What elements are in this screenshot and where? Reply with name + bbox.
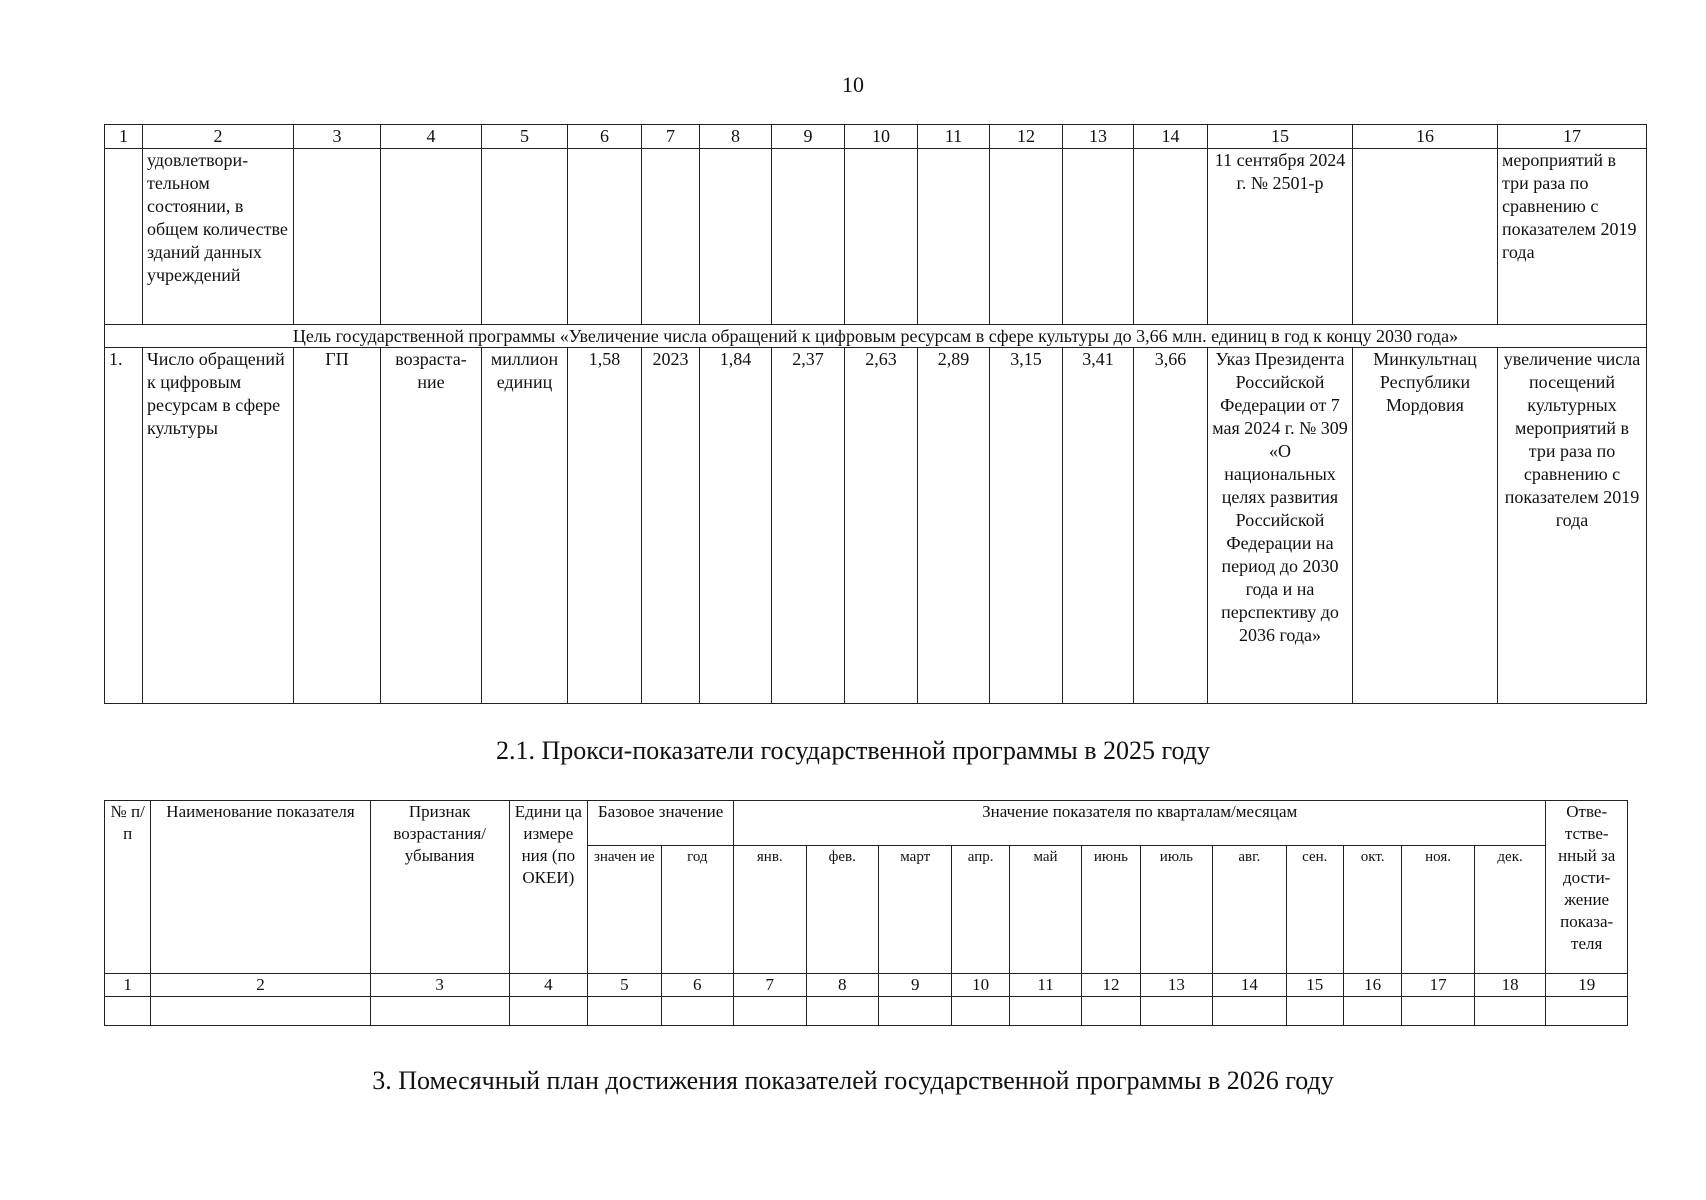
- col-number: 12: [990, 125, 1063, 149]
- col-number: 15: [1286, 974, 1343, 997]
- national-goal-link: увеличение числа посещений культурных мероприятий в три раза по сравнению с показателем 2019 года: [1498, 348, 1647, 704]
- month-header: июнь: [1082, 846, 1140, 974]
- header-sign: Признак возрастания/ убывания: [370, 801, 509, 974]
- base-value: 1,58: [568, 348, 642, 704]
- header-base-value: значен ие: [588, 846, 661, 974]
- program-goal: Цель государственной программы «Увеличение числа обращений к цифровым ресурсам в сфере культуры до 3,66 млн. единиц в год к концу 2030 года»: [105, 325, 1647, 348]
- col-number: 19: [1546, 974, 1628, 997]
- continued-link: мероприятий в три раза по сравнению с показателем 2019 года: [1498, 149, 1647, 325]
- page-number: 10: [842, 72, 864, 97]
- month-header: фев.: [806, 846, 878, 974]
- col-number: 14: [1134, 125, 1208, 149]
- header-unit: Едини ца измере ния (по ОКЕИ): [509, 801, 588, 974]
- indicator-row: [105, 348, 1647, 704]
- month-header: март: [878, 846, 951, 974]
- col-number: 16: [1343, 974, 1401, 997]
- col-number: 4: [509, 974, 588, 997]
- col-number: 12: [1082, 974, 1140, 997]
- indicators-table: [104, 124, 1647, 704]
- column-number-row: [105, 125, 1647, 149]
- month-header: сен.: [1286, 846, 1343, 974]
- col-number: 3: [370, 974, 509, 997]
- col-number: 5: [588, 974, 661, 997]
- section-3-title: 3. Помесячный план достижения показателей государственной программы в 2026 году: [372, 1066, 1334, 1095]
- header-values: Значение показателя по кварталам/месяцам: [734, 801, 1546, 846]
- value-cell: 2,89: [918, 348, 990, 704]
- value-cell: 2,63: [845, 348, 918, 704]
- col-number: 10: [952, 974, 1009, 997]
- header-number: № п/п: [105, 801, 151, 974]
- col-number: 6: [661, 974, 733, 997]
- month-header: ноя.: [1402, 846, 1474, 974]
- month-header: авг.: [1213, 846, 1286, 974]
- col-number: 17: [1402, 974, 1474, 997]
- col-number: 5: [482, 125, 568, 149]
- col-number: 1: [105, 125, 143, 149]
- col-number: 13: [1063, 125, 1134, 149]
- month-header: янв.: [734, 846, 806, 974]
- col-number: 10: [845, 125, 918, 149]
- col-number: 15: [1208, 125, 1353, 149]
- indicator-name: Число обращений к цифровым ресурсам в сфере культуры: [143, 348, 294, 704]
- continued-document: 11 сентября 2024 г. № 2501-р: [1208, 149, 1353, 325]
- col-number: 9: [772, 125, 845, 149]
- section-2-1-title: 2.1. Прокси-показатели государственной программы в 2025 году: [495, 736, 1211, 765]
- value-cell: 2,37: [772, 348, 845, 704]
- base-year: 2023: [642, 348, 700, 704]
- col-number: 8: [700, 125, 772, 149]
- indicator-trend: возраста-ние: [381, 348, 482, 704]
- col-number: 2: [151, 974, 370, 997]
- continued-indicator-name: удовлетвори-тельном состоянии, в общем количестве зданий данных учреждений: [143, 149, 294, 325]
- col-number: 11: [1009, 974, 1081, 997]
- col-number: 1: [105, 974, 151, 997]
- header-base: Базовое значение: [588, 801, 734, 846]
- header-name: Наименование показателя: [151, 801, 370, 974]
- month-header: дек.: [1474, 846, 1546, 974]
- month-header: июль: [1140, 846, 1212, 974]
- month-header: окт.: [1343, 846, 1401, 974]
- col-number: 2: [143, 125, 294, 149]
- value-cell: 3,15: [990, 348, 1063, 704]
- indicator-unit: миллион единиц: [482, 348, 568, 704]
- col-number: 17: [1498, 125, 1647, 149]
- responsible-body: Минкультнац Республики Мордовия: [1353, 348, 1498, 704]
- header-row-1: [105, 801, 1628, 846]
- col-number: 6: [568, 125, 642, 149]
- col-number: 18: [1474, 974, 1546, 997]
- goal-row: [105, 325, 1647, 348]
- col-number: 7: [642, 125, 700, 149]
- col-number: 3: [294, 125, 381, 149]
- col-number: 9: [878, 974, 951, 997]
- col-number: 14: [1213, 974, 1286, 997]
- month-header: апр.: [952, 846, 1009, 974]
- col-number: 13: [1140, 974, 1212, 997]
- row-number: 1.: [105, 348, 143, 704]
- col-number: 8: [806, 974, 878, 997]
- value-cell: 1,84: [700, 348, 772, 704]
- col-number: 16: [1353, 125, 1498, 149]
- source-document: Указ Президента Российской Федерации от 7 мая 2024 г. № 309 «О национальных целях развития Российской Федерации на период до 2030 года и на перспективу до 2036 года»: [1208, 348, 1353, 704]
- header-responsible: Отве-тстве-нный за дости-жение показа-теля: [1546, 801, 1628, 974]
- col-number: 4: [381, 125, 482, 149]
- header-base-year: год: [661, 846, 733, 974]
- value-cell: 3,41: [1063, 348, 1134, 704]
- column-number-row: [105, 974, 1628, 997]
- value-cell: 3,66: [1134, 348, 1208, 704]
- indicator-level: ГП: [294, 348, 381, 704]
- month-header: май: [1009, 846, 1081, 974]
- col-number: 11: [918, 125, 990, 149]
- col-number: 7: [734, 974, 806, 997]
- proxy-indicators-table: [104, 800, 1628, 1026]
- continued-row: [105, 149, 1647, 325]
- empty-row: [105, 997, 1628, 1026]
